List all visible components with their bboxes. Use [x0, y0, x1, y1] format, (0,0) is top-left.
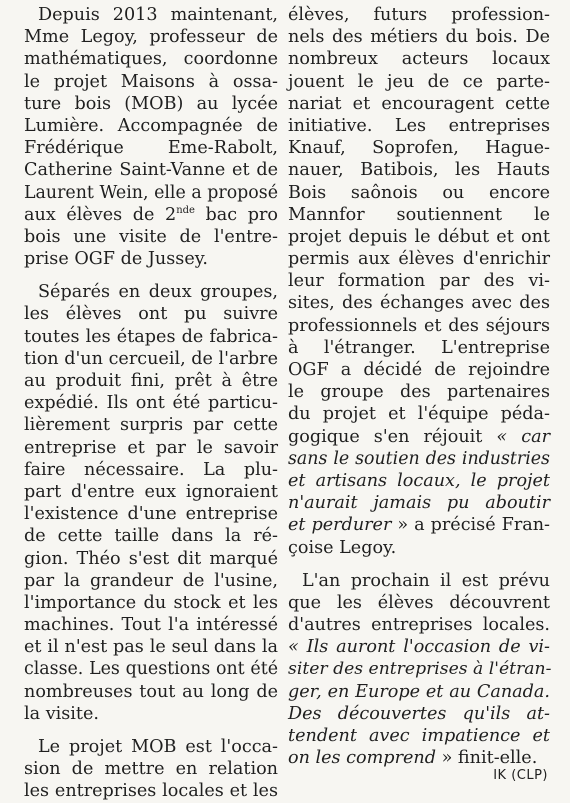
text-line: l'importance du stock et les — [24, 592, 278, 613]
quote-run: n'aurait jamais pu aboutir — [288, 493, 550, 514]
text-line: et il n'est pas le seul dans la — [24, 637, 278, 658]
text-line: par la grandeur de l'usine, — [24, 570, 278, 591]
text-line: la visite. — [24, 703, 100, 724]
paragraph-4 — [288, 570, 550, 770]
text-run: bac pro — [194, 204, 278, 225]
text-line: Frédérique Eme-Rabolt, — [24, 138, 278, 159]
superscript: nde — [176, 204, 195, 216]
quote-run: sans le soutien des industries — [288, 448, 550, 469]
text-line — [288, 492, 550, 514]
text-line: nombreuses tout au long de — [24, 681, 278, 702]
text-line: bois une visite de l'entre- — [24, 226, 278, 247]
left-column — [24, 4, 278, 803]
text-line: Depuis 2013 maintenant, — [38, 5, 278, 25]
text-line — [288, 470, 550, 492]
text-line: initiative. Les entreprises — [288, 115, 550, 136]
text-line: jouent le jeu de ce parte- — [288, 71, 550, 92]
text-line: à l'étranger. L'entreprise — [288, 337, 550, 358]
text-line: leur formation par des vi- — [288, 271, 550, 292]
quote-run: on les comprend — [288, 748, 436, 769]
text-line: permis aux élèves d'enrichir — [288, 249, 550, 270]
quote-run: tendent avec impatience et — [288, 726, 550, 746]
paragraph-3-continued — [288, 4, 550, 559]
text-line: Lumière. Accompagnée de — [24, 115, 278, 136]
paragraph-1 — [24, 4, 278, 270]
text-line — [288, 514, 550, 536]
text-line — [288, 426, 550, 448]
paragraph-gap — [24, 725, 278, 736]
text-line: mathématiques, coordonne — [24, 49, 278, 70]
text-line: de cette taille dans la ré- — [24, 526, 278, 547]
text-line: tion d'un cercueil, de l'arbre — [24, 348, 278, 369]
text-line — [288, 448, 550, 470]
text-line: sites, des échanges avec des — [288, 293, 550, 314]
text-line: gion. Théo s'est dit marqué — [24, 548, 278, 569]
paragraph-gap — [288, 559, 550, 570]
text-line: Knauf, Soprofen, Hague- — [288, 138, 550, 159]
paragraph-2 — [24, 281, 278, 725]
text-line: l'existence d'une entreprise — [24, 504, 278, 525]
quote-run: Des découvertes qu'ils at- — [288, 703, 550, 724]
quote-run: siter des entreprises à l'étran- — [288, 659, 552, 680]
text-line: toutes les étapes de fabrica- — [24, 326, 278, 347]
text-line — [288, 747, 550, 769]
text-line: Mannfor soutiennent le — [288, 204, 550, 225]
text-line — [24, 204, 278, 226]
text-line — [288, 636, 550, 658]
quote-run: ger, en Europe et au Canada. — [288, 681, 550, 702]
text-line: Catherine Saint-Vanne et de — [24, 160, 278, 181]
text-line: nariat et encouragent cette — [288, 93, 550, 114]
text-line: lièrement surpris par cette — [24, 415, 278, 436]
quote-run: « Ils auront l'occasion de vi- — [288, 637, 550, 658]
text-run: » finit-elle. — [435, 748, 538, 769]
text-line: faire nécessaire. La plu- — [24, 459, 278, 480]
text-line: Mme Legoy, professeur de — [24, 27, 278, 48]
text-line: professionnels et des séjours — [288, 315, 550, 336]
text-line: sion de mettre en relation — [24, 759, 278, 780]
text-line: çoise Legoy. — [288, 537, 397, 558]
text-line: d'autres entreprises locales. — [288, 615, 550, 636]
text-line: OGF a décidé de rejoindre — [288, 360, 550, 380]
text-line — [288, 703, 550, 725]
text-line: entreprise et par le savoir — [24, 437, 278, 458]
text-line: au produit fini, prêt à être — [24, 371, 278, 391]
text-line — [288, 725, 550, 747]
text-line: que les élèves découvrent — [288, 592, 550, 613]
text-line: nels des métiers du bois. De — [288, 27, 550, 48]
text-line: élèves, futurs profession- — [288, 5, 550, 25]
text-line — [288, 658, 550, 680]
text-run: gogique s'en réjouit — [288, 426, 497, 447]
text-line: nombreux acteurs locaux — [288, 49, 550, 70]
text-line: projet depuis le début et ont — [288, 226, 550, 247]
author-signature: IK (CLP) — [493, 768, 548, 783]
text-line: Séparés en deux groupes, — [38, 282, 278, 303]
text-line: classe. Les questions ont été — [24, 659, 278, 680]
text-line: Bois saônois ou encore — [288, 182, 550, 203]
text-line: ture bois (MOB) au lycée — [24, 93, 278, 114]
text-line: L'an prochain il est prévu — [302, 570, 550, 591]
text-line: le groupe des partenaires — [288, 382, 550, 403]
text-line — [288, 681, 550, 703]
paragraph-gap — [24, 270, 278, 281]
text-line: part d'entre eux ignoraient — [24, 481, 278, 502]
quote-run: et artisans locaux, le projet — [288, 470, 550, 491]
text-line: les élèves ont pu suivre — [24, 304, 278, 325]
text-line: nauer, Batibois, les Hauts — [288, 160, 550, 181]
text-line: les entreprises locales et les — [24, 781, 278, 802]
text-line: Laurent Wein, elle a proposé — [24, 182, 278, 203]
right-column — [288, 4, 550, 769]
quote-run: « car — [496, 426, 550, 447]
text-line: machines. Tout l'a intéressé — [24, 615, 278, 636]
text-run: aux élèves de 2 — [24, 204, 177, 225]
text-run: » a précisé Fran- — [391, 515, 550, 536]
text-line: expédié. Ils ont été particu- — [24, 393, 278, 414]
text-line: prise OGF de Jussey. — [24, 249, 208, 270]
text-line: du projet et l'équipe péda- — [288, 404, 550, 425]
quote-run: et perdurer — [288, 515, 392, 536]
text-line: Le projet MOB est l'occa- — [38, 737, 278, 757]
text-line: le projet Maisons à ossa- — [24, 71, 278, 92]
